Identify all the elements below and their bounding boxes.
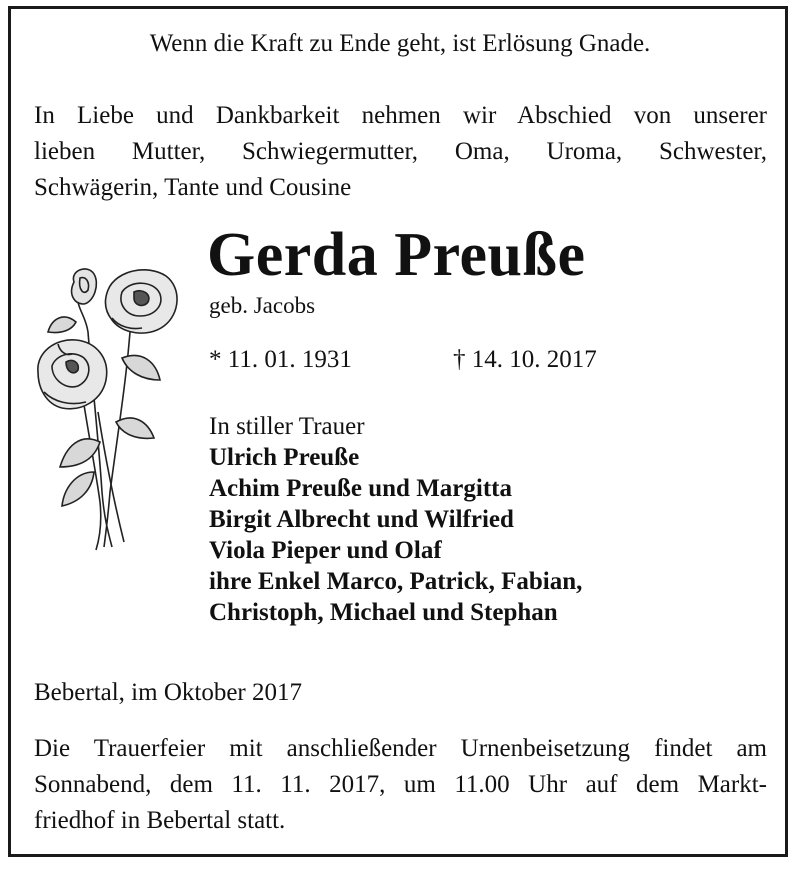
place-date: Bebertal, im Oktober 2017 (34, 679, 302, 706)
intro-line: Schwägerin, Tante und Cousine (34, 174, 352, 201)
service-line: Die Trauerfeier mit anschließender Urnenbeisetzung findet am (34, 735, 767, 762)
roses-icon (30, 262, 190, 552)
birth-date: * 11. 01. 1931 (209, 346, 352, 373)
mourner: ihre Enkel Marco, Patrick, Fabian, (209, 568, 583, 595)
intro-line: In Liebe und Dankbarkeit nehmen wir Abschied von unserer (34, 102, 767, 129)
service-text (34, 731, 767, 839)
deceased-name: Gerda Preuße (207, 221, 586, 289)
mourner: Ulrich Preuße (209, 444, 360, 471)
maiden-name: geb. Jacobs (209, 293, 316, 318)
mourner: Viola Pieper und Olaf (209, 537, 442, 564)
mourner: Birgit Albrecht und Wilfried (209, 506, 514, 533)
mourning-intro: In stiller Trauer (209, 413, 365, 440)
intro-text (34, 98, 767, 206)
mourner: Achim Preuße und Margitta (209, 475, 512, 502)
mourning-block (209, 411, 582, 628)
mourner: Christoph, Michael und Stephan (209, 599, 558, 626)
service-line: friedhof in Bebertal statt. (34, 807, 286, 834)
death-date: † 14. 10. 2017 (453, 346, 597, 373)
motto: Wenn die Kraft zu Ende geht, ist Erlösung Gnade. (149, 30, 651, 57)
intro-line: lieben Mutter, Schwiegermutter, Oma, Uroma, Schwester, (34, 138, 767, 165)
service-line: Sonnabend, dem 11. 11. 2017, um 11.00 Uhr auf dem Markt- (34, 771, 767, 798)
